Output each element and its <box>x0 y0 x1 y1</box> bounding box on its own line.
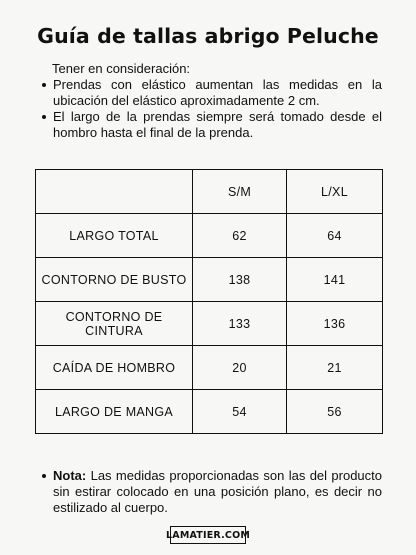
cell-lxl: 64 <box>287 214 383 258</box>
table-header-row <box>36 170 383 214</box>
cell-sm: 54 <box>193 390 287 434</box>
cell-sm: 62 <box>193 214 287 258</box>
considerations-lead: Tener en consideración: <box>52 61 191 76</box>
cell-lxl: 141 <box>287 258 383 302</box>
page-title: Guía de tallas abrigo Peluche <box>37 24 379 48</box>
cell-lxl: 21 <box>287 346 383 390</box>
table-row <box>36 390 383 434</box>
cell-sm: 133 <box>193 302 287 346</box>
cell-lxl: 56 <box>287 390 383 434</box>
header-blank <box>36 170 193 214</box>
table-row <box>36 302 383 346</box>
table-row <box>36 258 383 302</box>
note-text: Las medidas proporcionadas son las del producto sin estirar colocado en una posición plano, es decir no estilizado al cuerpo. <box>53 468 382 515</box>
row-label: LARGO DE MANGA <box>36 390 193 434</box>
note-label: Nota: <box>53 468 87 483</box>
cell-lxl: 136 <box>287 302 383 346</box>
list-item <box>42 468 382 516</box>
row-label: CAÍDA DE HOMBRO <box>36 346 193 390</box>
table-row <box>36 214 383 258</box>
list-item: Prendas con elástico aumentan las medidas en la ubicación del elástico aproximadamente 2 cm. <box>42 77 382 109</box>
row-label: CONTORNO DE BUSTO <box>36 258 193 302</box>
note-list <box>42 468 382 516</box>
considerations <box>42 61 382 141</box>
cell-sm: 138 <box>193 258 287 302</box>
brand-logo: LAMATIER.COM <box>170 526 246 544</box>
cell-sm: 20 <box>193 346 287 390</box>
note <box>42 468 382 516</box>
considerations-list <box>42 77 382 141</box>
row-label: LARGO TOTAL <box>36 214 193 258</box>
row-label: CONTORNO DE CINTURA <box>36 302 193 346</box>
table-row <box>36 346 383 390</box>
list-item: El largo de la prendas siempre será tomado desde el hombro hasta el final de la prenda. <box>42 109 382 141</box>
size-table <box>35 169 383 434</box>
header-sm: S/M <box>193 170 287 214</box>
header-lxl: L/XL <box>287 170 383 214</box>
